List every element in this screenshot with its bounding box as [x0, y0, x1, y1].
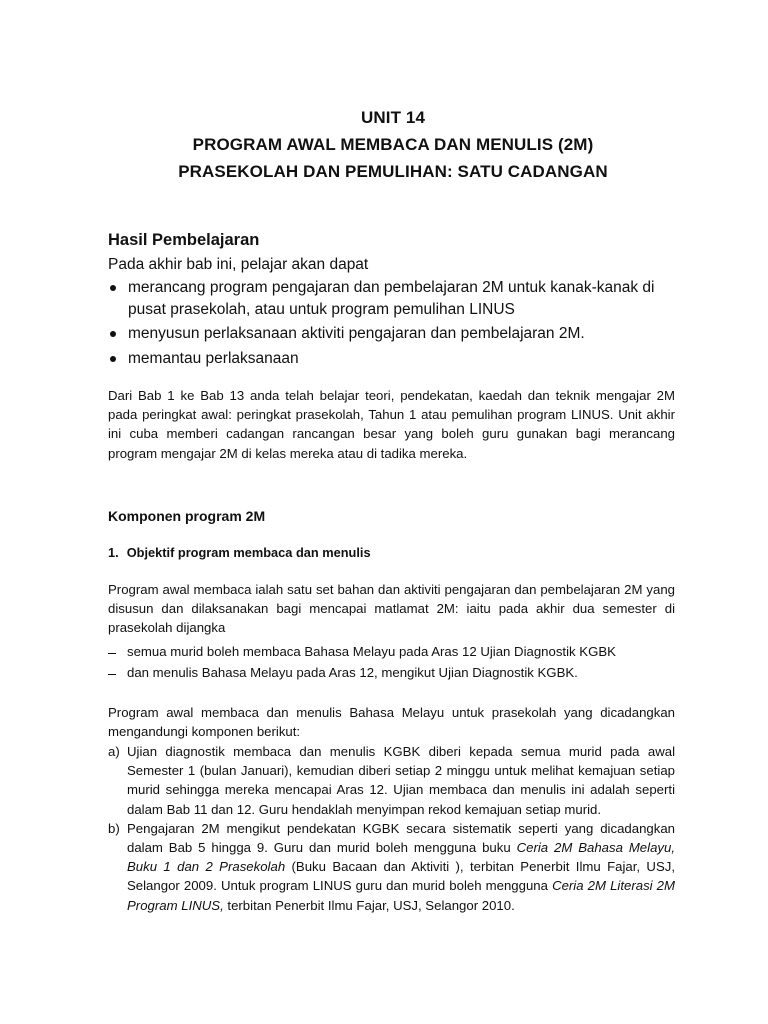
target-text: semua murid boleh membaca Bahasa Melayu pada Aras 12 Ujian Diagnostik KGBK [127, 644, 616, 659]
component-text: Ujian diagnostik membaca dan menulis KGBK diberi kepada semua murid pada awal Semester 1 (bulan Januari), kemudian diberi setiap 2 minggu untuk melihat kemajuan setiap murid sehingga mereka mencapai Aras 12. Ujian membaca dan menulis ini adalah seperti dalam Bab 11 dan 12. Guru hendaklah menyimpan rekod kemajuan setiap murid. [127, 744, 675, 817]
bullet-icon [110, 331, 116, 337]
dash-icon [108, 674, 116, 675]
learning-outcome-text: menyusun perlaksanaan aktiviti pengajaran dan pembelajaran 2M. [128, 325, 585, 342]
component-item [108, 742, 675, 819]
unit-title [0, 104, 768, 185]
objective-heading [108, 544, 371, 562]
unit-title-line-1: PROGRAM AWAL MEMBACA DAN MENULIS (2M) [192, 135, 594, 154]
bullet-icon [110, 285, 116, 291]
learning-outcome-text: merancang program pengajaran dan pembelajaran 2M untuk kanak-kanak di pusat prasekolah, atau untuk program pemulihan LINUS [128, 279, 655, 318]
component-text-part: terbitan Penerbit Ilmu Fajar, USJ, Selangor 2010. [223, 897, 515, 913]
component-text-part: (Buku Bacaan dan Aktiviti ), terbitan Penerbit Ilmu Fajar, USJ, Selangor 2009. Untuk program LINUS guru dan murid boleh mengguna [127, 859, 675, 894]
component-text-part: Pengajaran 2M mengikut pendekatan KGBK secara sistematik seperti yang dicadangkan dalam Bab 5 hingga 9. Guru dan murid boleh mengguna buku [127, 820, 675, 856]
dash-icon [108, 653, 116, 654]
objective-number: 1. [108, 545, 119, 560]
learning-outcomes-list [108, 277, 683, 372]
unit-title-line-2: PRASEKOLAH DAN PEMULIHAN: SATU CADANGAN [178, 162, 608, 181]
learning-outcome-item [108, 277, 683, 320]
bullet-icon [110, 356, 116, 362]
list-marker: a) [108, 744, 120, 759]
components-heading: Komponen program 2M [108, 508, 266, 524]
component-list [108, 742, 675, 915]
target-item [108, 641, 668, 662]
learning-outcome-item [108, 323, 683, 345]
target-item [108, 662, 668, 683]
target-text: dan menulis Bahasa Melayu pada Aras 12, mengikut Ujian Diagnostik KGBK. [127, 665, 578, 680]
target-list [108, 641, 668, 683]
learning-outcomes-heading: Hasil Pembelajaran [108, 231, 260, 249]
component-item [108, 819, 675, 915]
learning-outcome-text: memantau perlaksanaan [128, 349, 299, 367]
list-marker: b) [108, 820, 120, 836]
components-paragraph: Program awal membaca dan menulis Bahasa Melayu untuk prasekolah yang dicadangkan mengandungi komponen berikut: [108, 705, 675, 740]
book-title: Ceria 2M Literasi 2M Program LINUS, [127, 878, 675, 913]
learning-outcome-item [108, 348, 683, 370]
objective-title: Objektif program membaca dan menulis [126, 545, 371, 560]
program-paragraph: Program awal membaca ialah satu set bahan dan aktiviti pengajaran dan pembelajaran 2M yang disusun dan dilaksanakan bagi mencapai matlamat 2M: iaitu pada akhir dua semester di prasekolah dijangka [108, 582, 675, 636]
intro-paragraph: Dari Bab 1 ke Bab 13 anda telah belajar teori, pendekatan, kaedah dan teknik mengajar 2M pada peringkat awal: peringkat prasekolah, Tahun 1 atau pemulihan program LINUS. Unit akhir ini cuba memberi cadangan rancangan besar yang boleh guru gunakan bagi merancang program mengajar 2M di kelas mereka atau di tadika mereka. [108, 388, 675, 461]
book-title: Ceria 2M Bahasa Melayu, Buku 1 dan 2 Prasekolah [127, 840, 675, 875]
unit-number: UNIT 14 [361, 108, 425, 127]
learning-outcomes-intro: Pada akhir bab ini, pelajar akan dapat [108, 256, 369, 273]
